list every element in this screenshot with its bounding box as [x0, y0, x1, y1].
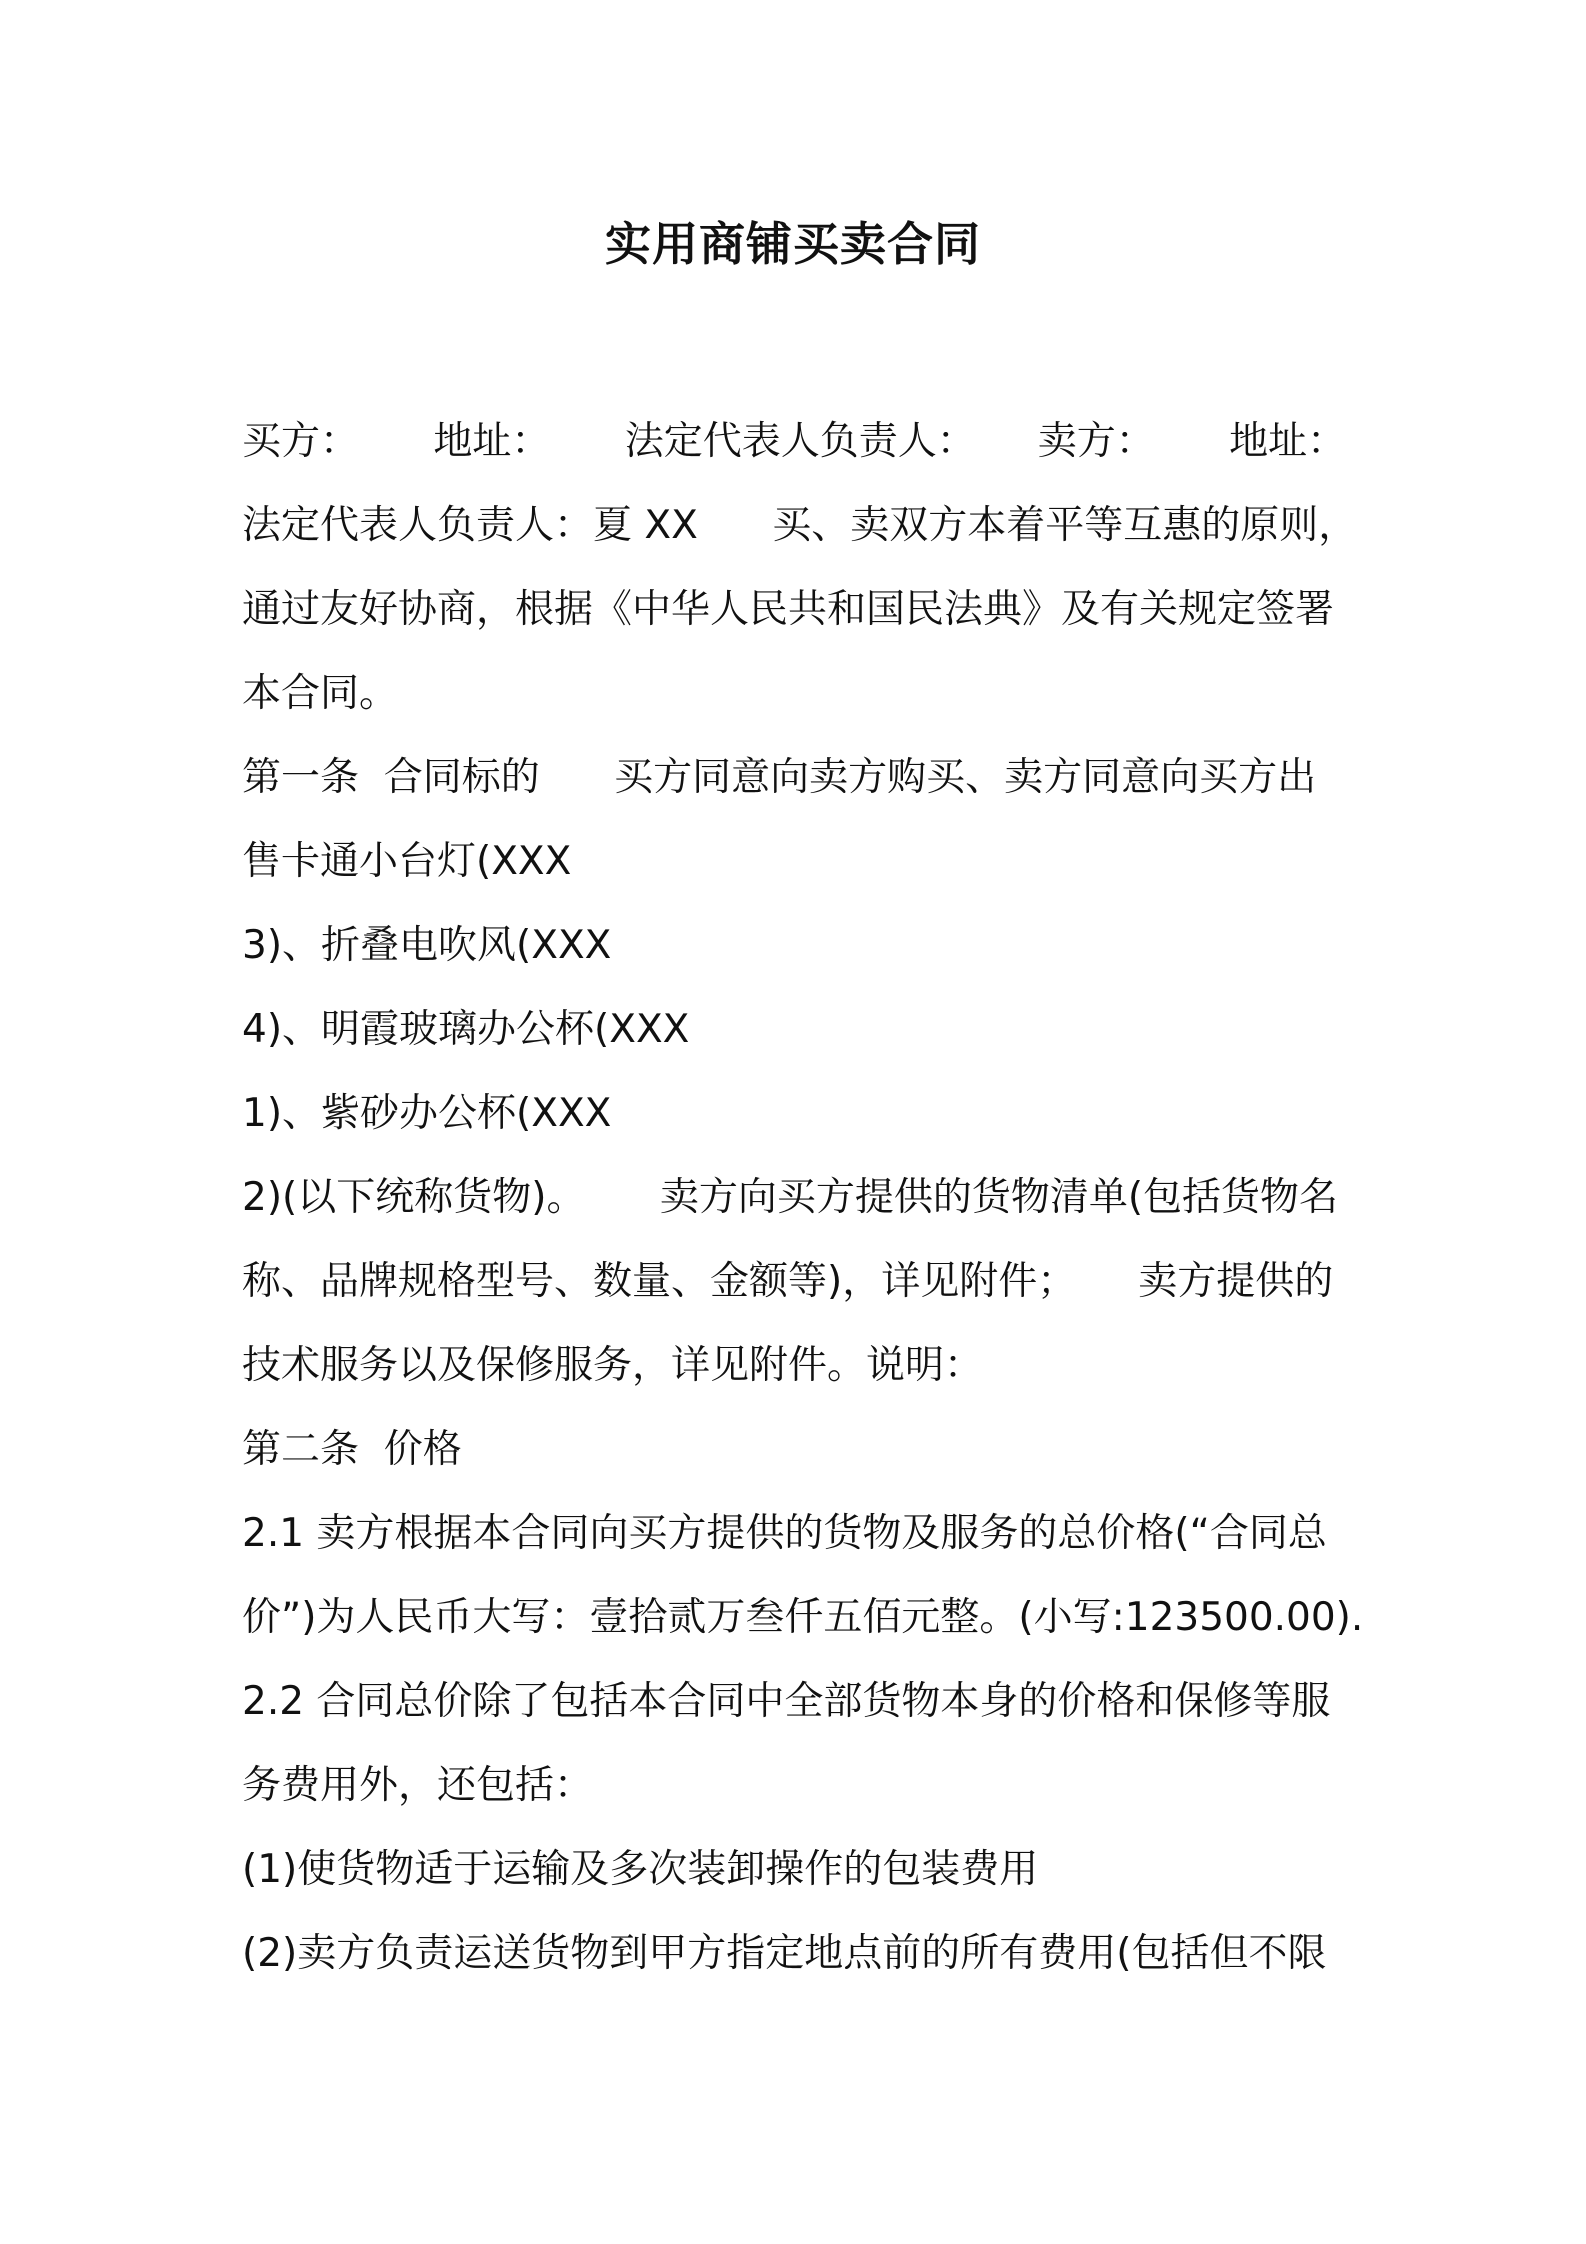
text-line: 法定代表人负责人：夏 XX 买、卖双方本着平等互惠的原则，: [242, 503, 1358, 548]
text-line: 2.2 合同总价除了包括本合同中全部货物本身的价格和保修等服: [242, 1679, 1331, 1724]
document-body: [242, 400, 1372, 1996]
text-line: 价”)为人民币大写：壹拾贰万叁仟五佰元整。(小写:123500.00).: [242, 1595, 1364, 1640]
text-line: (1)使货物适于运输及多次装卸操作的包装费用: [242, 1847, 1039, 1892]
article-1-heading-line: 第一条 合同标的 买方同意向卖方购买、卖方同意向买方出: [242, 755, 1317, 800]
text-line: 技术服务以及保修服务，详见附件。说明：: [242, 1343, 984, 1388]
text-line: 务费用外，还包括：: [242, 1763, 594, 1808]
text-line: 4)、明霞玻璃办公杯(XXX: [242, 1007, 690, 1052]
text-line: 3)、折叠电吹风(XXX: [242, 923, 612, 968]
text-line: 本合同。: [242, 671, 399, 716]
text-line: 通过友好协商，根据《中华人民共和国民法典》及有关规定签署: [242, 587, 1335, 632]
text-line: 2)(以下统称货物)。 卖方向买方提供的货物清单(包括货物名: [242, 1175, 1339, 1220]
text-line: 称、品牌规格型号、数量、金额等)，详见附件； 卖方提供的: [242, 1259, 1334, 1304]
text-line: 买方： 地址： 法定代表人负责人： 卖方： 地址：: [242, 419, 1347, 464]
text-line: 2.1 卖方根据本合同向买方提供的货物及服务的总价格(“合同总: [242, 1511, 1327, 1556]
text-line: 1)、紫砂办公杯(XXX: [242, 1091, 612, 1136]
article-2-heading-line: 第二条 价格: [242, 1427, 462, 1472]
document-title: 实用商铺买卖合同: [605, 217, 981, 271]
text-line: 售卡通小台灯(XXX: [242, 839, 572, 884]
text-line: (2)卖方负责运送货物到甲方指定地点前的所有费用(包括但不限: [242, 1931, 1327, 1976]
